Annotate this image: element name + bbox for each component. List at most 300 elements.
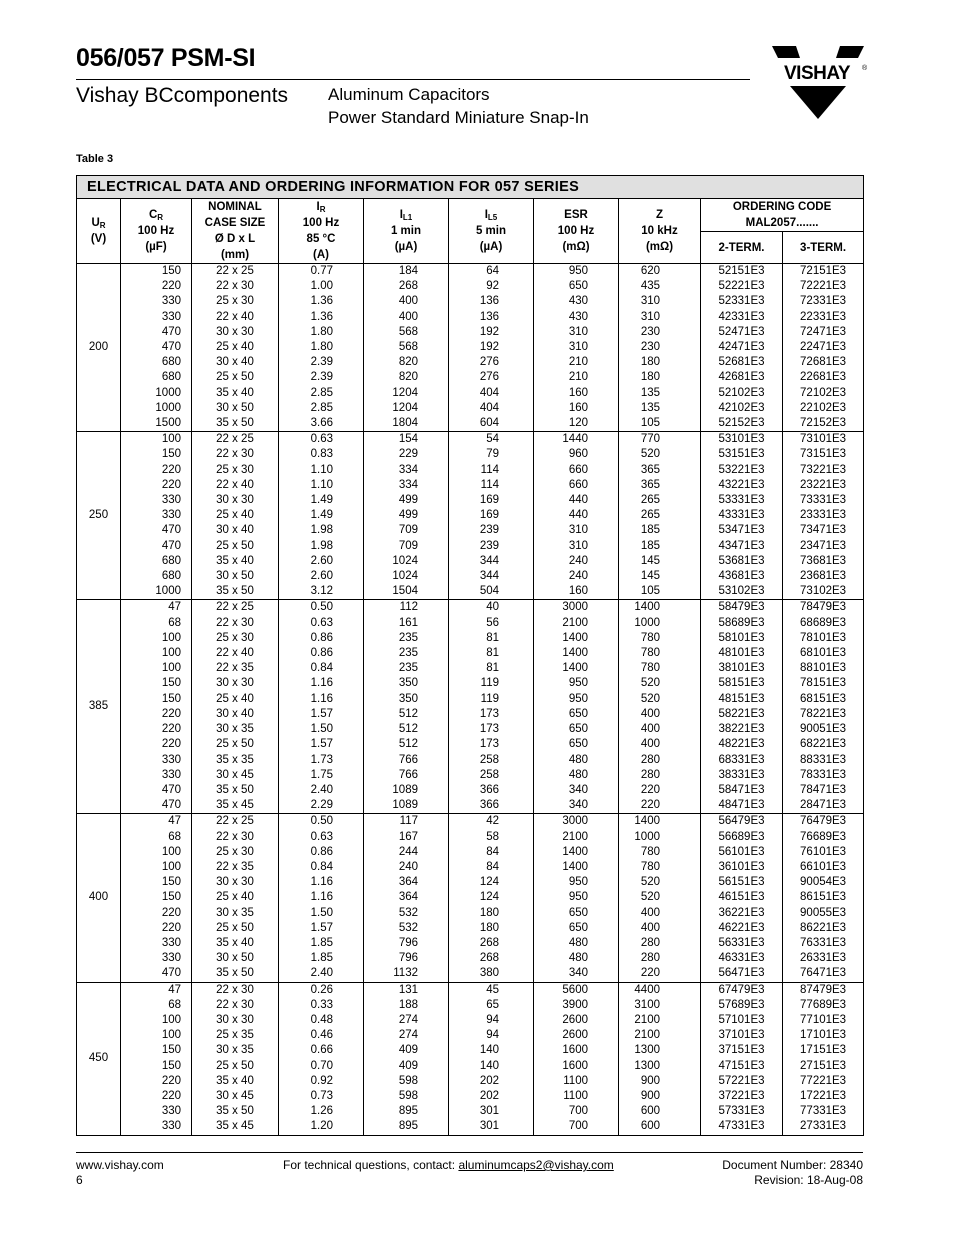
cell-esr: 2100 (534, 616, 619, 631)
cell-cr: 680 (121, 355, 192, 370)
cell-cr: 330 (121, 310, 192, 325)
cell-z: 780 (619, 631, 701, 646)
cell-t2: 43331E3 (701, 508, 783, 523)
table-body (77, 264, 864, 1136)
cell-il1: 568 (364, 340, 449, 355)
table-row (77, 279, 864, 294)
table-row (77, 493, 864, 508)
cell-il5: 404 (449, 401, 534, 416)
cell-size: 30 x 30 (192, 1013, 279, 1028)
cell-t3: 27151E3 (783, 1059, 864, 1074)
cell-cr: 150 (121, 875, 192, 890)
cell-size: 35 x 50 (192, 783, 279, 798)
cell-z: 230 (619, 340, 701, 355)
cell-ir: 0.50 (279, 814, 364, 830)
cell-ir: 0.92 (279, 1074, 364, 1089)
cell-cr: 470 (121, 798, 192, 814)
cell-t2: 58101E3 (701, 631, 783, 646)
cell-size: 35 x 40 (192, 554, 279, 569)
cell-z: 105 (619, 416, 701, 432)
cell-il5: 81 (449, 661, 534, 676)
header-ordering-code (701, 199, 864, 232)
cell-size: 25 x 40 (192, 340, 279, 355)
cell-cr: 470 (121, 966, 192, 982)
header-cr-symbol: C (148, 209, 158, 221)
cell-cr: 680 (121, 370, 192, 385)
cell-z: 220 (619, 966, 701, 982)
header-cr-frequency: 100 Hz (137, 225, 175, 237)
cell-z: 365 (619, 478, 701, 493)
cell-cr: 100 (121, 631, 192, 646)
cell-z: 1000 (619, 830, 701, 845)
cell-t2: 53331E3 (701, 493, 783, 508)
cell-il1: 499 (364, 508, 449, 523)
cell-t2: 52151E3 (701, 264, 783, 280)
cell-t3: 23331E3 (783, 508, 864, 523)
cell-z: 135 (619, 401, 701, 416)
table-row (77, 355, 864, 370)
cell-t3: 22331E3 (783, 310, 864, 325)
cell-cr: 100 (121, 432, 192, 448)
cell-z: 220 (619, 798, 701, 814)
cell-ir: 2.60 (279, 569, 364, 584)
cell-t2: 38101E3 (701, 661, 783, 676)
cell-t3: 73681E3 (783, 554, 864, 569)
cell-z: 180 (619, 370, 701, 385)
cell-esr: 430 (534, 310, 619, 325)
cell-t2: 56479E3 (701, 814, 783, 830)
cell-il5: 301 (449, 1104, 534, 1119)
cell-z: 400 (619, 707, 701, 722)
cell-il1: 766 (364, 768, 449, 783)
header-ir-temperature: 85 °C (306, 233, 336, 245)
cell-t3: 23471E3 (783, 539, 864, 554)
header-z-unit: (mΩ) (645, 241, 674, 253)
header-il5-subscript: L5 (487, 213, 498, 222)
table-row (77, 1119, 864, 1135)
cell-ir: 2.40 (279, 783, 364, 798)
vishay-logo (770, 44, 866, 120)
cell-t2: 42681E3 (701, 370, 783, 385)
cell-esr: 340 (534, 798, 619, 814)
cell-cr: 100 (121, 845, 192, 860)
cell-il5: 84 (449, 860, 534, 875)
cell-t2: 52102E3 (701, 386, 783, 401)
footer-contact-email[interactable]: aluminumcaps2@vishay.com (458, 1158, 614, 1172)
table-row (77, 814, 864, 830)
table-row (77, 890, 864, 905)
cell-esr: 650 (534, 737, 619, 752)
cell-il5: 192 (449, 340, 534, 355)
cell-il1: 895 (364, 1104, 449, 1119)
cell-size: 30 x 30 (192, 875, 279, 890)
cell-t2: 56101E3 (701, 845, 783, 860)
cell-t2: 57101E3 (701, 1013, 783, 1028)
cell-il1: 235 (364, 661, 449, 676)
cell-il5: 173 (449, 722, 534, 737)
electrical-data-table (76, 175, 864, 1136)
cell-esr: 700 (534, 1104, 619, 1119)
header-ur-subscript: R (99, 221, 106, 230)
cell-il5: 301 (449, 1119, 534, 1135)
cell-cr: 330 (121, 508, 192, 523)
cell-t2: 43221E3 (701, 478, 783, 493)
cell-esr: 1100 (534, 1089, 619, 1104)
header-il5-symbol: I (484, 209, 488, 221)
cell-il1: 350 (364, 692, 449, 707)
footer-left (76, 1158, 164, 1188)
cell-esr: 210 (534, 370, 619, 385)
cell-il5: 258 (449, 768, 534, 783)
cell-z: 185 (619, 523, 701, 538)
cell-size: 30 x 40 (192, 355, 279, 370)
table-row (77, 906, 864, 921)
cell-esr: 950 (534, 676, 619, 691)
cell-esr: 160 (534, 584, 619, 600)
cell-size: 22 x 30 (192, 279, 279, 294)
cell-z: 1400 (619, 814, 701, 830)
cell-il5: 344 (449, 554, 534, 569)
cell-il5: 42 (449, 814, 534, 830)
cell-esr: 440 (534, 493, 619, 508)
cell-esr: 160 (534, 401, 619, 416)
cell-esr: 480 (534, 936, 619, 951)
cell-cr: 220 (121, 279, 192, 294)
cell-t2: 47151E3 (701, 1059, 783, 1074)
cell-il1: 400 (364, 310, 449, 325)
table-row (77, 616, 864, 631)
cell-size: 22 x 30 (192, 616, 279, 631)
cell-il1: 820 (364, 355, 449, 370)
cell-cr: 220 (121, 921, 192, 936)
cell-il1: 512 (364, 737, 449, 752)
header-esr (534, 199, 619, 264)
cell-cr: 150 (121, 1043, 192, 1058)
cell-il1: 512 (364, 707, 449, 722)
cell-esr: 650 (534, 279, 619, 294)
cell-size: 30 x 50 (192, 569, 279, 584)
cell-il1: 274 (364, 1028, 449, 1043)
cell-t3: 22471E3 (783, 340, 864, 355)
cell-il1: 796 (364, 936, 449, 951)
cell-size: 22 x 35 (192, 860, 279, 875)
header-esr-unit: (mΩ) (562, 241, 590, 253)
cell-t2: 46331E3 (701, 951, 783, 966)
cell-z: 2100 (619, 1013, 701, 1028)
cell-ir: 3.66 (279, 416, 364, 432)
cell-size: 30 x 30 (192, 325, 279, 340)
cell-cr: 470 (121, 325, 192, 340)
cell-cr: 330 (121, 1119, 192, 1135)
cell-cr: 68 (121, 998, 192, 1013)
cell-size: 22 x 30 (192, 830, 279, 845)
cell-esr: 310 (534, 325, 619, 340)
footer-document-number: Document Number: 28340 (722, 1158, 863, 1172)
cell-il5: 40 (449, 600, 534, 616)
cell-z: 310 (619, 310, 701, 325)
cell-t3: 22102E3 (783, 401, 864, 416)
cell-z: 1300 (619, 1043, 701, 1058)
cell-t2: 52152E3 (701, 416, 783, 432)
cell-z: 280 (619, 753, 701, 768)
table-row (77, 860, 864, 875)
table-row (77, 340, 864, 355)
cell-z: 400 (619, 722, 701, 737)
cell-esr: 240 (534, 569, 619, 584)
cell-ir: 1.50 (279, 722, 364, 737)
header-ur-symbol: U (91, 217, 100, 229)
cell-z: 620 (619, 264, 701, 280)
cell-ir: 2.29 (279, 798, 364, 814)
cell-z: 780 (619, 661, 701, 676)
cell-il1: 499 (364, 493, 449, 508)
table-row (77, 646, 864, 661)
cell-il1: 568 (364, 325, 449, 340)
cell-t3: 27331E3 (783, 1119, 864, 1135)
cell-t3: 23681E3 (783, 569, 864, 584)
header-il1-symbol: I (399, 209, 403, 221)
cell-t2: 58689E3 (701, 616, 783, 631)
cell-esr: 210 (534, 355, 619, 370)
cell-t2: 42331E3 (701, 310, 783, 325)
cell-esr: 340 (534, 783, 619, 798)
cell-size: 30 x 35 (192, 1043, 279, 1058)
cell-t2: 38221E3 (701, 722, 783, 737)
cell-esr: 1400 (534, 631, 619, 646)
cell-cr: 100 (121, 860, 192, 875)
cell-size: 35 x 50 (192, 416, 279, 432)
cell-t3: 73471E3 (783, 523, 864, 538)
cell-rated-voltage: 400 (77, 814, 121, 982)
header-case-size (192, 199, 279, 264)
cell-il1: 161 (364, 616, 449, 631)
cell-esr: 1400 (534, 661, 619, 676)
cell-esr: 240 (534, 554, 619, 569)
header-cr-subscript: R (157, 213, 164, 222)
cell-ir: 0.46 (279, 1028, 364, 1043)
product-subtitle (328, 83, 589, 129)
cell-ir: 1.00 (279, 279, 364, 294)
cell-t2: 37101E3 (701, 1028, 783, 1043)
cell-size: 35 x 40 (192, 386, 279, 401)
cell-z: 400 (619, 921, 701, 936)
cell-size: 22 x 30 (192, 998, 279, 1013)
cell-ir: 2.85 (279, 401, 364, 416)
cell-t3: 72331E3 (783, 294, 864, 309)
cell-il5: 366 (449, 798, 534, 814)
header-ur-unit: (V) (90, 233, 107, 245)
cell-size: 25 x 40 (192, 692, 279, 707)
cell-size: 22 x 30 (192, 982, 279, 998)
cell-t3: 68221E3 (783, 737, 864, 752)
table-row (77, 569, 864, 584)
cell-z: 4400 (619, 982, 701, 998)
cell-il1: 244 (364, 845, 449, 860)
cell-ir: 1.10 (279, 478, 364, 493)
cell-t3: 72151E3 (783, 264, 864, 280)
cell-t2: 57689E3 (701, 998, 783, 1013)
cell-il1: 274 (364, 1013, 449, 1028)
cell-size: 30 x 35 (192, 722, 279, 737)
cell-size: 25 x 50 (192, 370, 279, 385)
table-label: Table 3 (76, 153, 114, 165)
cell-esr: 650 (534, 921, 619, 936)
cell-ir: 1.73 (279, 753, 364, 768)
table-row (77, 600, 864, 616)
logo-triangle-bottom (790, 86, 846, 119)
table-row (77, 982, 864, 998)
cell-t2: 38331E3 (701, 768, 783, 783)
cell-esr: 1400 (534, 845, 619, 860)
cell-t3: 72221E3 (783, 279, 864, 294)
cell-il5: 45 (449, 982, 534, 998)
cell-esr: 430 (534, 294, 619, 309)
cell-t3: 77101E3 (783, 1013, 864, 1028)
cell-size: 35 x 35 (192, 753, 279, 768)
cell-z: 1300 (619, 1059, 701, 1074)
cell-il1: 184 (364, 264, 449, 280)
cell-t3: 73102E3 (783, 584, 864, 600)
footer-rule (76, 1152, 863, 1153)
cell-esr: 2100 (534, 830, 619, 845)
cell-il5: 268 (449, 951, 534, 966)
table-row (77, 294, 864, 309)
table-row (77, 463, 864, 478)
cell-il5: 344 (449, 569, 534, 584)
cell-esr: 700 (534, 1119, 619, 1135)
cell-esr: 2600 (534, 1028, 619, 1043)
table-row (77, 523, 864, 538)
cell-t3: 87479E3 (783, 982, 864, 998)
cell-rated-voltage: 450 (77, 982, 121, 1135)
cell-t2: 68331E3 (701, 753, 783, 768)
cell-t3: 78221E3 (783, 707, 864, 722)
cell-z: 265 (619, 493, 701, 508)
cell-il1: 240 (364, 860, 449, 875)
header-esr-frequency: 100 Hz (557, 225, 595, 237)
footer-website[interactable]: www.vishay.com (76, 1158, 164, 1172)
table-row (77, 936, 864, 951)
cell-t3: 68101E3 (783, 646, 864, 661)
cell-cr: 1500 (121, 416, 192, 432)
cell-ir: 1.57 (279, 737, 364, 752)
cell-cr: 220 (121, 737, 192, 752)
cell-esr: 1400 (534, 860, 619, 875)
table-banner: ELECTRICAL DATA AND ORDERING INFORMATION FOR 057 SERIES (77, 176, 864, 199)
cell-ir: 0.66 (279, 1043, 364, 1058)
footer-contact (283, 1158, 614, 1173)
cell-t3: 72102E3 (783, 386, 864, 401)
cell-z: 265 (619, 508, 701, 523)
table-row (77, 707, 864, 722)
cell-esr: 3000 (534, 600, 619, 616)
cell-il1: 766 (364, 753, 449, 768)
cell-esr: 950 (534, 264, 619, 280)
cell-il1: 709 (364, 539, 449, 554)
cell-ir: 0.63 (279, 830, 364, 845)
cell-esr: 650 (534, 707, 619, 722)
cell-cr: 150 (121, 692, 192, 707)
table-row (77, 1089, 864, 1104)
cell-t2: 58471E3 (701, 783, 783, 798)
cell-t2: 48151E3 (701, 692, 783, 707)
cell-esr: 1100 (534, 1074, 619, 1089)
header-3-term: 3-TERM. (783, 232, 864, 264)
cell-size: 22 x 25 (192, 264, 279, 280)
cell-z: 280 (619, 951, 701, 966)
footer-right (722, 1158, 863, 1188)
table-row (77, 753, 864, 768)
table-row (77, 325, 864, 340)
cell-il1: 1504 (364, 584, 449, 600)
cell-cr: 330 (121, 768, 192, 783)
cell-il5: 119 (449, 676, 534, 691)
cell-il1: 364 (364, 890, 449, 905)
cell-z: 520 (619, 676, 701, 691)
cell-ir: 1.80 (279, 325, 364, 340)
cell-esr: 650 (534, 906, 619, 921)
header-size-line-2: CASE SIZE (204, 217, 266, 229)
cell-cr: 68 (121, 830, 192, 845)
cell-t2: 67479E3 (701, 982, 783, 998)
cell-t2: 57221E3 (701, 1074, 783, 1089)
table-row (77, 798, 864, 814)
cell-esr: 1600 (534, 1043, 619, 1058)
cell-ir: 0.50 (279, 600, 364, 616)
cell-ir: 1.57 (279, 921, 364, 936)
header-il5 (449, 199, 534, 264)
cell-il5: 140 (449, 1043, 534, 1058)
cell-z: 520 (619, 447, 701, 462)
cell-size: 25 x 40 (192, 890, 279, 905)
cell-cr: 330 (121, 753, 192, 768)
cell-il1: 1089 (364, 798, 449, 814)
cell-ir: 1.98 (279, 523, 364, 538)
cell-il5: 124 (449, 875, 534, 890)
cell-il5: 173 (449, 707, 534, 722)
table-row (77, 722, 864, 737)
cell-ir: 0.73 (279, 1089, 364, 1104)
electrical-data-table-container (76, 175, 863, 1136)
cell-ir: 0.26 (279, 982, 364, 998)
cell-z: 145 (619, 554, 701, 569)
header-z-label: Z (655, 209, 664, 221)
cell-il1: 400 (364, 294, 449, 309)
table-row (77, 478, 864, 493)
cell-esr: 310 (534, 523, 619, 538)
cell-esr: 660 (534, 478, 619, 493)
cell-il5: 136 (449, 294, 534, 309)
cell-il1: 131 (364, 982, 449, 998)
cell-z: 520 (619, 692, 701, 707)
cell-il1: 268 (364, 279, 449, 294)
header-ordering-label: ORDERING CODE (732, 201, 832, 213)
cell-t3: 17151E3 (783, 1043, 864, 1058)
cell-esr: 440 (534, 508, 619, 523)
cell-size: 30 x 40 (192, 707, 279, 722)
cell-t3: 90051E3 (783, 722, 864, 737)
subtitle-line-1: Aluminum Capacitors (328, 85, 490, 104)
header-ir-unit: (A) (313, 249, 329, 261)
table-row (77, 370, 864, 385)
cell-t2: 53102E3 (701, 584, 783, 600)
cell-il1: 364 (364, 875, 449, 890)
header-cr (121, 199, 192, 264)
cell-cr: 220 (121, 906, 192, 921)
cell-il1: 235 (364, 631, 449, 646)
cell-il5: 276 (449, 355, 534, 370)
cell-ir: 1.98 (279, 539, 364, 554)
